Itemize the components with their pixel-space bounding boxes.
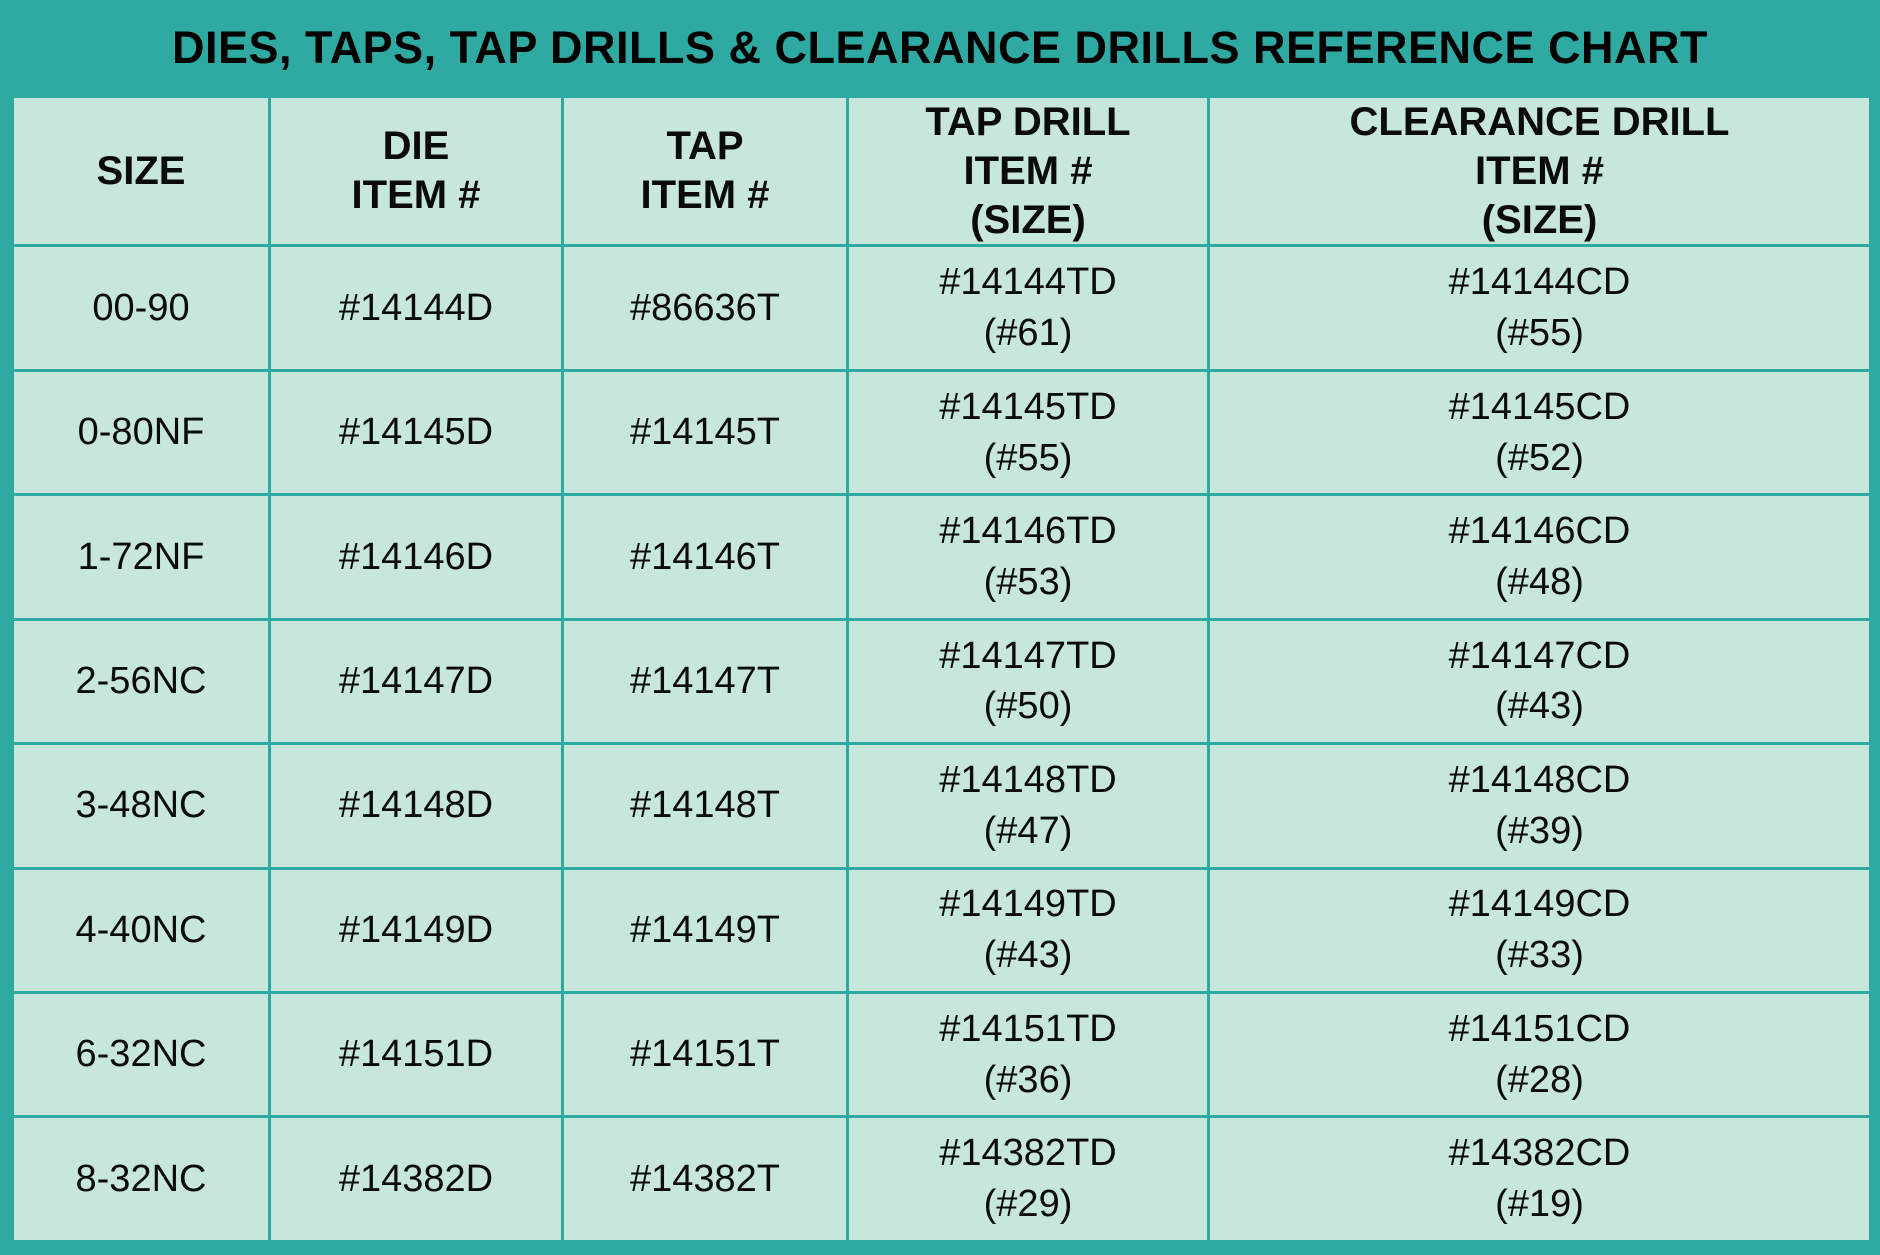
header-line: ITEM # [351, 173, 481, 218]
tap-item-cell: #14382T [563, 1117, 848, 1242]
header-line: ITEM # [640, 173, 770, 218]
header-line: (SIZE) [970, 197, 1086, 242]
drill-size: (#47) [983, 809, 1073, 852]
size-cell: 00-90 [13, 246, 270, 370]
clearance-drill-cell [1209, 246, 1871, 370]
tap-drill-cell [848, 370, 1209, 494]
item-number: #14147TD [939, 634, 1117, 677]
header-line: DIE [382, 124, 450, 169]
tap-drill-cell [848, 744, 1209, 868]
drill-size: (#43) [983, 934, 1073, 977]
table-row [13, 619, 1871, 743]
tap-item-cell: #14151T [563, 993, 848, 1117]
tap-item-cell: #14145T [563, 370, 848, 494]
reference-table [11, 95, 1872, 1243]
drill-size: (#50) [983, 685, 1073, 728]
tap-drill-cell [848, 1117, 1209, 1242]
size-cell: 3-48NC [13, 744, 270, 868]
header-line: ITEM # [1475, 148, 1604, 193]
column-header-size [13, 97, 270, 246]
drill-size: (#55) [1495, 312, 1584, 355]
column-header-die-item [270, 97, 563, 246]
item-number: #14144CD [1448, 261, 1631, 304]
die-item-cell: #14145D [270, 370, 563, 494]
header-line: (SIZE) [1481, 197, 1598, 242]
clearance-drill-cell [1209, 868, 1871, 992]
drill-size: (#33) [1495, 934, 1584, 977]
drill-size: (#43) [1495, 685, 1584, 728]
tap-item-cell: #14149T [563, 868, 848, 992]
size-cell: 8-32NC [13, 1117, 270, 1242]
table-row [13, 495, 1871, 619]
table-row [13, 370, 1871, 494]
item-number: #14382CD [1448, 1132, 1631, 1175]
item-number: #14147CD [1448, 634, 1631, 677]
tap-drill-cell [848, 619, 1209, 743]
tap-item-cell: #14146T [563, 495, 848, 619]
drill-size: (#52) [1495, 436, 1584, 479]
clearance-drill-cell [1209, 619, 1871, 743]
item-number: #14151CD [1448, 1007, 1631, 1050]
table-row [13, 744, 1871, 868]
tap-drill-cell [848, 495, 1209, 619]
die-item-cell: #14146D [270, 495, 563, 619]
header-line: CLEARANCE DRILL [1349, 100, 1730, 144]
table-row [13, 868, 1871, 992]
drill-size: (#53) [983, 560, 1073, 603]
item-number: #14382TD [939, 1132, 1117, 1175]
header-line: TAP DRILL [925, 100, 1131, 144]
die-item-cell: #14148D [270, 744, 563, 868]
tap-drill-cell [848, 868, 1209, 992]
item-number: #14145TD [939, 385, 1117, 428]
drill-size: (#61) [983, 312, 1073, 355]
clearance-drill-cell [1209, 744, 1871, 868]
column-header-tap-item [563, 97, 848, 246]
tap-item-cell: #14147T [563, 619, 848, 743]
item-number: #14146TD [939, 510, 1117, 553]
item-number: #14148CD [1448, 758, 1631, 801]
item-number: #14149CD [1448, 883, 1631, 926]
size-cell: 0-80NF [13, 370, 270, 494]
column-header-tap-drill-item [848, 97, 1209, 246]
page-title: DIES, TAPS, TAP DRILLS & CLEARANCE DRILLS REFERENCE CHART [171, 21, 1709, 73]
drill-size: (#55) [983, 436, 1073, 479]
drill-size: (#36) [983, 1058, 1073, 1101]
table-row [13, 993, 1871, 1117]
item-number: #14149TD [939, 883, 1117, 926]
header-line: ITEM # [963, 148, 1093, 193]
item-number: #14145CD [1448, 385, 1631, 428]
die-item-cell: #14144D [270, 246, 563, 370]
tap-drill-cell [848, 246, 1209, 370]
column-header-clearance-drill-item [1209, 97, 1871, 246]
drill-size: (#39) [1495, 809, 1584, 852]
drill-size: (#28) [1495, 1058, 1584, 1101]
clearance-drill-cell [1209, 370, 1871, 494]
drill-size: (#29) [983, 1183, 1073, 1226]
item-number: #14144TD [939, 261, 1117, 304]
tap-drill-cell [848, 993, 1209, 1117]
die-item-cell: #14151D [270, 993, 563, 1117]
clearance-drill-cell [1209, 495, 1871, 619]
clearance-drill-cell [1209, 993, 1871, 1117]
size-cell: 4-40NC [13, 868, 270, 992]
size-cell: 2-56NC [13, 619, 270, 743]
die-item-cell: #14382D [270, 1117, 563, 1242]
size-cell: 1-72NF [13, 495, 270, 619]
tap-item-cell: #86636T [563, 246, 848, 370]
item-number: #14146CD [1448, 510, 1631, 553]
header-row [13, 97, 1871, 246]
item-number: #14151TD [939, 1007, 1117, 1050]
header-line: SIZE [96, 148, 186, 193]
table-row [13, 1117, 1871, 1242]
item-number: #14148TD [939, 758, 1117, 801]
die-item-cell: #14147D [270, 619, 563, 743]
table-row [13, 246, 1871, 370]
die-item-cell: #14149D [270, 868, 563, 992]
size-cell: 6-32NC [13, 993, 270, 1117]
tap-item-cell: #14148T [563, 744, 848, 868]
title-band [11, 0, 1869, 95]
clearance-drill-cell [1209, 1117, 1871, 1242]
drill-size: (#48) [1495, 560, 1584, 603]
header-line: TAP [666, 124, 744, 169]
drill-size: (#19) [1495, 1183, 1584, 1226]
